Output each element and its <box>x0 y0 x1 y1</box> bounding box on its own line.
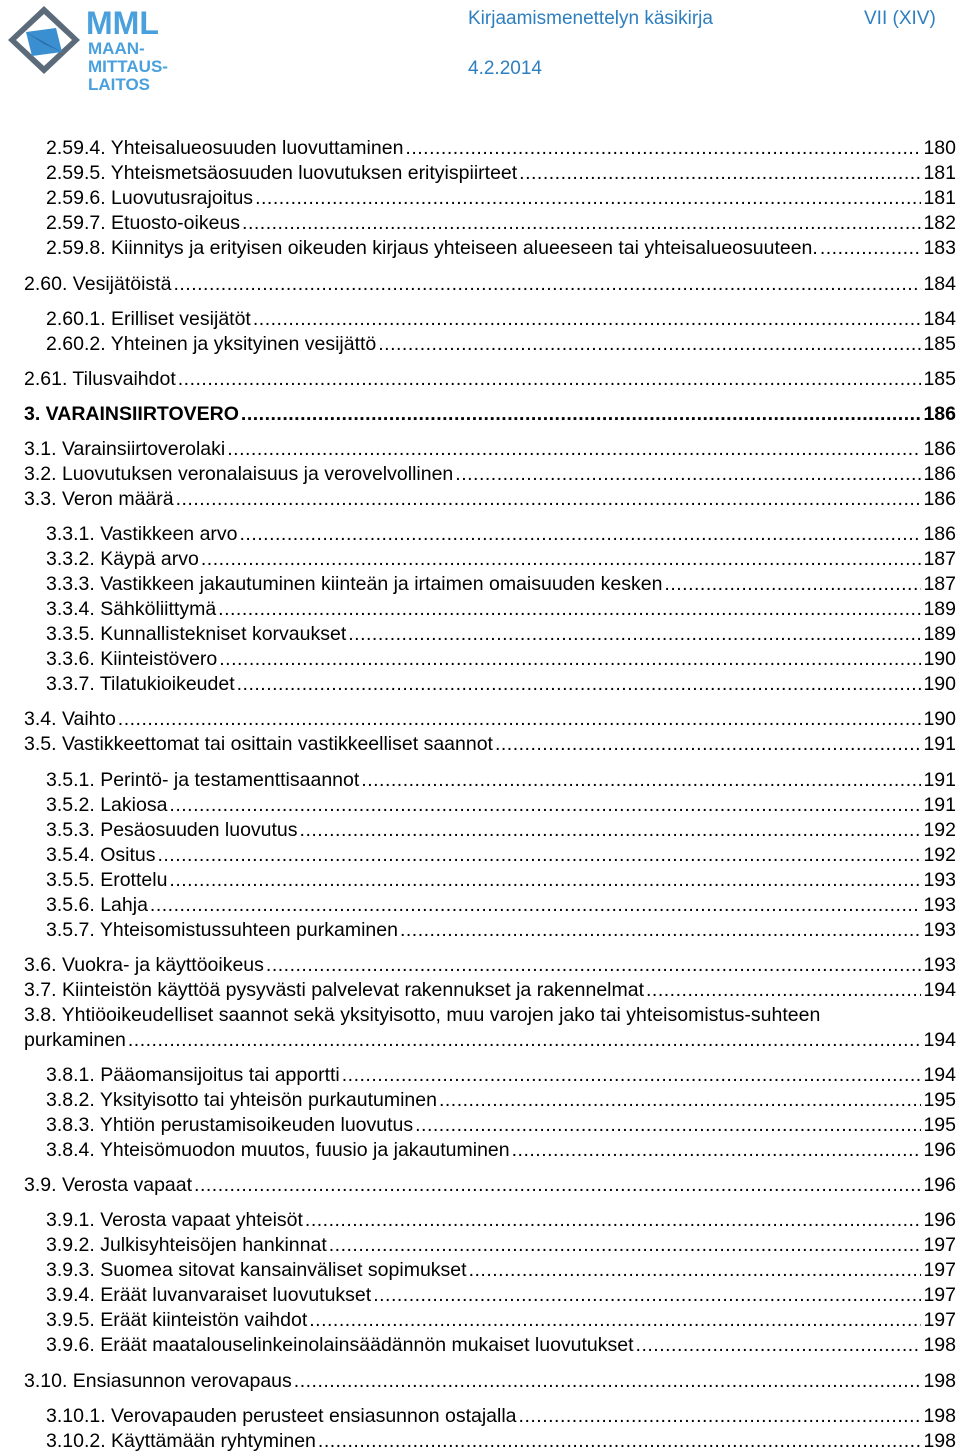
toc-entry-title: 3.3.3. Vastikkeen jakautuminen kiinteän ja irtaimen omaisuuden kesken <box>46 573 663 595</box>
toc-dot-leader <box>178 367 922 392</box>
toc-entry-title: 3.9.4. Eräät luvanvaraiset luovutukset <box>46 1284 372 1306</box>
toc-entry-page: 193 <box>923 894 956 916</box>
toc-dot-leader <box>157 843 921 868</box>
toc-entry-page: 189 <box>923 598 956 620</box>
toc-entry[interactable] <box>46 1308 956 1333</box>
toc-entry[interactable] <box>46 918 956 943</box>
toc-dot-leader <box>300 818 922 843</box>
toc-entry-page: 196 <box>923 1174 956 1196</box>
toc-entry-page: 191 <box>923 794 956 816</box>
logo-text-line1: MAAN- <box>88 39 145 58</box>
toc-entry-page: 194 <box>923 1064 956 1086</box>
toc-entry-title: 3.3.1. Vastikkeen arvo <box>46 523 238 545</box>
toc-dot-leader <box>118 707 922 732</box>
toc-entry[interactable] <box>24 402 956 427</box>
toc-entry[interactable] <box>24 953 956 978</box>
toc-entry[interactable] <box>46 1283 956 1308</box>
toc-entry-page: 191 <box>923 733 956 755</box>
toc-entry-page: 193 <box>923 869 956 891</box>
toc-entry-title: 3.9.2. Julkisyhteisöjen hankinnat <box>46 1234 327 1256</box>
toc-entry-title: 3.7. Kiinteistön käyttöä pysyvästi palvelevat rakennukset ja rakennelmat <box>24 979 645 1001</box>
toc-entry-page: 182 <box>923 212 956 234</box>
toc-entry[interactable] <box>46 161 956 186</box>
toc-entry[interactable] <box>46 1258 956 1283</box>
toc-dot-leader <box>219 647 921 672</box>
toc-entry-title: 3.5.5. Erottelu <box>46 869 168 891</box>
toc-entry[interactable] <box>24 462 956 487</box>
toc-dot-leader <box>318 1429 922 1454</box>
toc-entry-title: 3.6. Vuokra- ja käyttöoikeus <box>24 954 264 976</box>
toc-entry-title: 3.5.7. Yhteisomistussuhteen purkaminen <box>46 919 398 941</box>
toc-dot-leader <box>240 522 922 547</box>
toc-dot-leader <box>348 622 921 647</box>
toc-entry[interactable] <box>46 1113 956 1138</box>
toc-dot-leader <box>519 1404 922 1429</box>
toc-entry-page: 198 <box>923 1430 956 1452</box>
toc-entry[interactable] <box>46 1404 956 1429</box>
toc-entry-title: 3.3.4. Sähköliittymä <box>46 598 217 620</box>
toc-entry[interactable] <box>46 1233 956 1258</box>
toc-dot-leader <box>329 1233 922 1258</box>
toc-entry[interactable] <box>24 1369 956 1394</box>
toc-entry-title: 3.3.5. Kunnallistekniset korvaukset <box>46 623 347 645</box>
toc-entry[interactable] <box>46 136 956 161</box>
toc-dot-leader <box>342 1063 922 1088</box>
toc-entry-page: 198 <box>923 1370 956 1392</box>
toc-dot-leader <box>495 732 921 757</box>
toc-dot-leader <box>194 1173 921 1198</box>
toc-dot-leader <box>400 918 922 943</box>
document-title: Kirjaamismenettelyn käsikirja <box>468 8 713 29</box>
toc-entry[interactable] <box>24 437 956 462</box>
toc-entry-page: 186 <box>923 463 956 485</box>
toc-entry-page: 193 <box>923 954 956 976</box>
toc-entry[interactable] <box>24 978 956 1003</box>
toc-entry-page: 186 <box>923 523 956 545</box>
toc-entry-page: 198 <box>923 1405 956 1427</box>
toc-entry-title: 2.59.5. Yhteismetsäosuuden luovutuksen erityispiirteet <box>46 162 518 184</box>
toc-dot-leader <box>469 1258 922 1283</box>
toc-entry[interactable] <box>46 622 956 647</box>
toc-entry[interactable] <box>46 647 956 672</box>
toc-entry-page: 189 <box>923 623 956 645</box>
toc-entry-page: 197 <box>923 1309 956 1331</box>
toc-dot-leader <box>378 332 921 357</box>
toc-entry-title: 3.1. Varainsiirtoverolaki <box>24 438 226 460</box>
toc-entry-page: 190 <box>923 648 956 670</box>
toc-dot-leader <box>242 211 921 236</box>
toc-dot-leader <box>150 893 922 918</box>
toc-entry[interactable] <box>46 186 956 211</box>
toc-entry-title: 3.8.2. Yksityisotto tai yhteisön purkautuminen <box>46 1089 437 1111</box>
toc-entry[interactable] <box>24 707 956 732</box>
toc-dot-leader <box>176 487 922 512</box>
toc-entry-page: 186 <box>923 438 956 460</box>
toc-dot-leader <box>173 272 921 297</box>
toc-entry-page: 181 <box>923 162 956 184</box>
toc-dot-leader <box>218 597 921 622</box>
toc-dot-leader <box>415 1113 921 1138</box>
toc-entry[interactable] <box>46 768 956 793</box>
toc-entry-title: 3.9. Verosta vapaat <box>24 1174 193 1196</box>
toc-entry-page: 191 <box>923 769 956 791</box>
toc-entry[interactable] <box>46 597 956 622</box>
toc-entry[interactable] <box>46 1138 956 1163</box>
toc-entry[interactable] <box>46 211 956 236</box>
toc-entry-title: 2.60. Vesijätöistä <box>24 273 172 295</box>
toc-dot-leader <box>405 136 921 161</box>
toc-entry-page: 190 <box>923 708 956 730</box>
page-number: VII (XIV) <box>864 8 936 29</box>
toc-entry-page: 192 <box>923 844 956 866</box>
toc-entry[interactable] <box>24 1173 956 1198</box>
toc-dot-leader <box>305 1208 922 1233</box>
logo-text-line2: MITTAUS- <box>88 57 168 76</box>
toc-entry-page: 187 <box>923 548 956 570</box>
toc-entry-page: 186 <box>923 403 956 425</box>
toc-entry-page: 193 <box>923 919 956 941</box>
toc-dot-leader <box>266 953 922 978</box>
toc-dot-leader <box>646 978 921 1003</box>
toc-entry[interactable] <box>46 672 956 697</box>
toc-dot-leader <box>439 1088 922 1113</box>
logo-text-mml: MML <box>86 5 159 41</box>
toc-entry-title: 3.5. Vastikkeettomat tai osittain vastikkeelliset saannot <box>24 733 493 755</box>
toc-entry-page: 197 <box>923 1259 956 1281</box>
document-date: 4.2.2014 <box>468 58 542 79</box>
toc-entry-page: 194 <box>923 1029 956 1051</box>
toc-dot-leader <box>309 1308 921 1333</box>
toc-entry[interactable] <box>46 793 956 818</box>
toc-entry-page: 184 <box>923 273 956 295</box>
toc-dot-leader <box>255 186 921 211</box>
toc-entry[interactable] <box>46 572 956 597</box>
toc-entry-title: 3.5.6. Lahja <box>46 894 148 916</box>
toc-entry-title: 3.10.2. Käyttämään ryhtyminen <box>46 1430 316 1452</box>
toc-entry-title: 3.8.1. Pääomansijoitus tai apportti <box>46 1064 340 1086</box>
toc-entry-page: 190 <box>923 673 956 695</box>
toc-entry-title: 3.3.7. Tilatukioikeudet <box>46 673 235 695</box>
toc-entry-title: 3.3.2. Käypä arvo <box>46 548 199 570</box>
toc-entry-page: 197 <box>923 1284 956 1306</box>
toc-entry-first-line: 3.8. Yhtiöoikeudelliset saannot sekä yksityisotto, muu varojen jako tai yhteisomistus-suhteen <box>24 1004 821 1026</box>
toc-entry-page: 197 <box>923 1234 956 1256</box>
toc-entry-title: 3. VARAINSIIRTOVERO <box>24 403 239 425</box>
toc-dot-leader <box>237 672 922 697</box>
toc-entry[interactable] <box>46 1088 956 1113</box>
toc-entry-title: 3.5.2. Lakiosa <box>46 794 168 816</box>
toc-dot-leader <box>636 1333 922 1358</box>
toc-dot-leader <box>128 1028 922 1053</box>
toc-entry-title: 2.60.1. Erilliset vesijätöt <box>46 308 251 330</box>
toc-entry[interactable] <box>46 1063 956 1088</box>
toc-entry-page: 186 <box>923 488 956 510</box>
toc-entry-title: 2.59.6. Luovutusrajoitus <box>46 187 254 209</box>
toc-entry[interactable] <box>24 272 956 297</box>
toc-entry-page: 198 <box>923 1334 956 1356</box>
toc-dot-leader <box>201 547 922 572</box>
toc-entry-title: 3.3. Veron määrä <box>24 488 174 510</box>
toc-entry[interactable] <box>46 547 956 572</box>
toc-dot-leader <box>664 572 921 597</box>
toc-entry[interactable] <box>46 843 956 868</box>
toc-entry-title: 3.9.6. Eräät maatalouselinkeinolainsäädännön mukaiset luovutukset <box>46 1334 634 1356</box>
toc-entry-page: 195 <box>923 1114 956 1136</box>
toc-entry-page: 192 <box>923 819 956 841</box>
toc-entry[interactable] <box>46 818 956 843</box>
toc-entry-title: 3.10.1. Verovapauden perusteet ensiasunnon ostajalla <box>46 1405 517 1427</box>
toc-entry-page: 195 <box>923 1089 956 1111</box>
toc-entry[interactable] <box>46 1429 956 1454</box>
toc-entry[interactable] <box>46 236 956 261</box>
toc-dot-leader <box>519 161 921 186</box>
toc-entry-page: 194 <box>923 979 956 1001</box>
toc-dot-leader <box>169 868 921 893</box>
toc-entry-title: 3.4. Vaihto <box>24 708 116 730</box>
toc-entry[interactable] <box>46 1208 956 1233</box>
toc-dot-leader <box>241 402 922 427</box>
toc-entry-title: 3.5.4. Ositus <box>46 844 156 866</box>
toc-dot-leader <box>455 462 921 487</box>
toc-entry[interactable] <box>46 893 956 918</box>
toc-entry[interactable] <box>46 307 956 332</box>
toc-entry-title: 3.8.4. Yhteisömuodon muutos, fuusio ja jakautuminen <box>46 1139 510 1161</box>
toc-entry[interactable] <box>24 487 956 512</box>
toc-entry[interactable] <box>24 732 956 757</box>
toc-entry-title: 3.8.3. Yhtiön perustamisoikeuden luovutus <box>46 1114 414 1136</box>
toc-entry-page: 184 <box>923 308 956 330</box>
toc-dot-leader <box>169 793 921 818</box>
toc-entry[interactable] <box>46 868 956 893</box>
toc-dot-leader <box>373 1283 921 1308</box>
toc-dot-leader <box>512 1138 922 1163</box>
toc-entry-page: 183 <box>923 237 956 259</box>
toc-entry[interactable] <box>46 332 956 357</box>
toc-entry[interactable] <box>46 522 956 547</box>
toc-dot-leader <box>820 236 922 261</box>
toc-dot-leader <box>227 437 921 462</box>
toc-entry-title: 3.3.6. Kiinteistövero <box>46 648 218 670</box>
toc-entry-title: 2.60.2. Yhteinen ja yksityinen vesijättö <box>46 333 377 355</box>
toc-entry-title: 2.59.7. Etuosto-oikeus <box>46 212 241 234</box>
toc-entry-title: 3.9.3. Suomea sitovat kansainväliset sopimukset <box>46 1259 467 1281</box>
toc-entry-page: 187 <box>923 573 956 595</box>
toc-dot-leader <box>361 768 921 793</box>
toc-entry[interactable] <box>24 1028 956 1053</box>
toc-dot-leader <box>294 1369 922 1394</box>
toc-entry-page: 185 <box>923 333 956 355</box>
toc-entry-title: 2.59.8. Kiinnitys ja erityisen oikeuden kirjaus yhteiseen alueeseen tai yhteisalueosuuteen. <box>46 237 818 259</box>
toc-entry-title: 3.5.3. Pesäosuuden luovutus <box>46 819 298 841</box>
toc-entry[interactable] <box>46 1333 956 1358</box>
toc-entry[interactable] <box>24 367 956 392</box>
toc-dot-leader <box>253 307 922 332</box>
toc-entry-title: 3.9.1. Verosta vapaat yhteisöt <box>46 1209 303 1231</box>
toc-entry-title: 2.61. Tilusvaihdot <box>24 368 176 390</box>
toc-entry-page: 185 <box>923 368 956 390</box>
logo-text-line3: LAITOS <box>88 75 151 94</box>
toc-entry-page: 196 <box>923 1209 956 1231</box>
toc-entry-title: 3.5.1. Perintö- ja testamenttisaannot <box>46 769 360 791</box>
toc-entry-page: 196 <box>923 1139 956 1161</box>
toc-entry-page: 181 <box>923 187 956 209</box>
toc-entry-title: purkaminen <box>24 1029 126 1051</box>
toc-entry-title: 3.10. Ensiasunnon verovapaus <box>24 1370 292 1392</box>
toc-entry-title: 3.9.5. Eräät kiinteistön vaihdot <box>46 1309 308 1331</box>
toc-entry-title: 2.59.4. Yhteisalueosuuden luovuttaminen <box>46 137 404 159</box>
toc-entry-title: 3.2. Luovutuksen veronalaisuus ja verovelvollinen <box>24 463 454 485</box>
toc-entry-page: 180 <box>923 137 956 159</box>
